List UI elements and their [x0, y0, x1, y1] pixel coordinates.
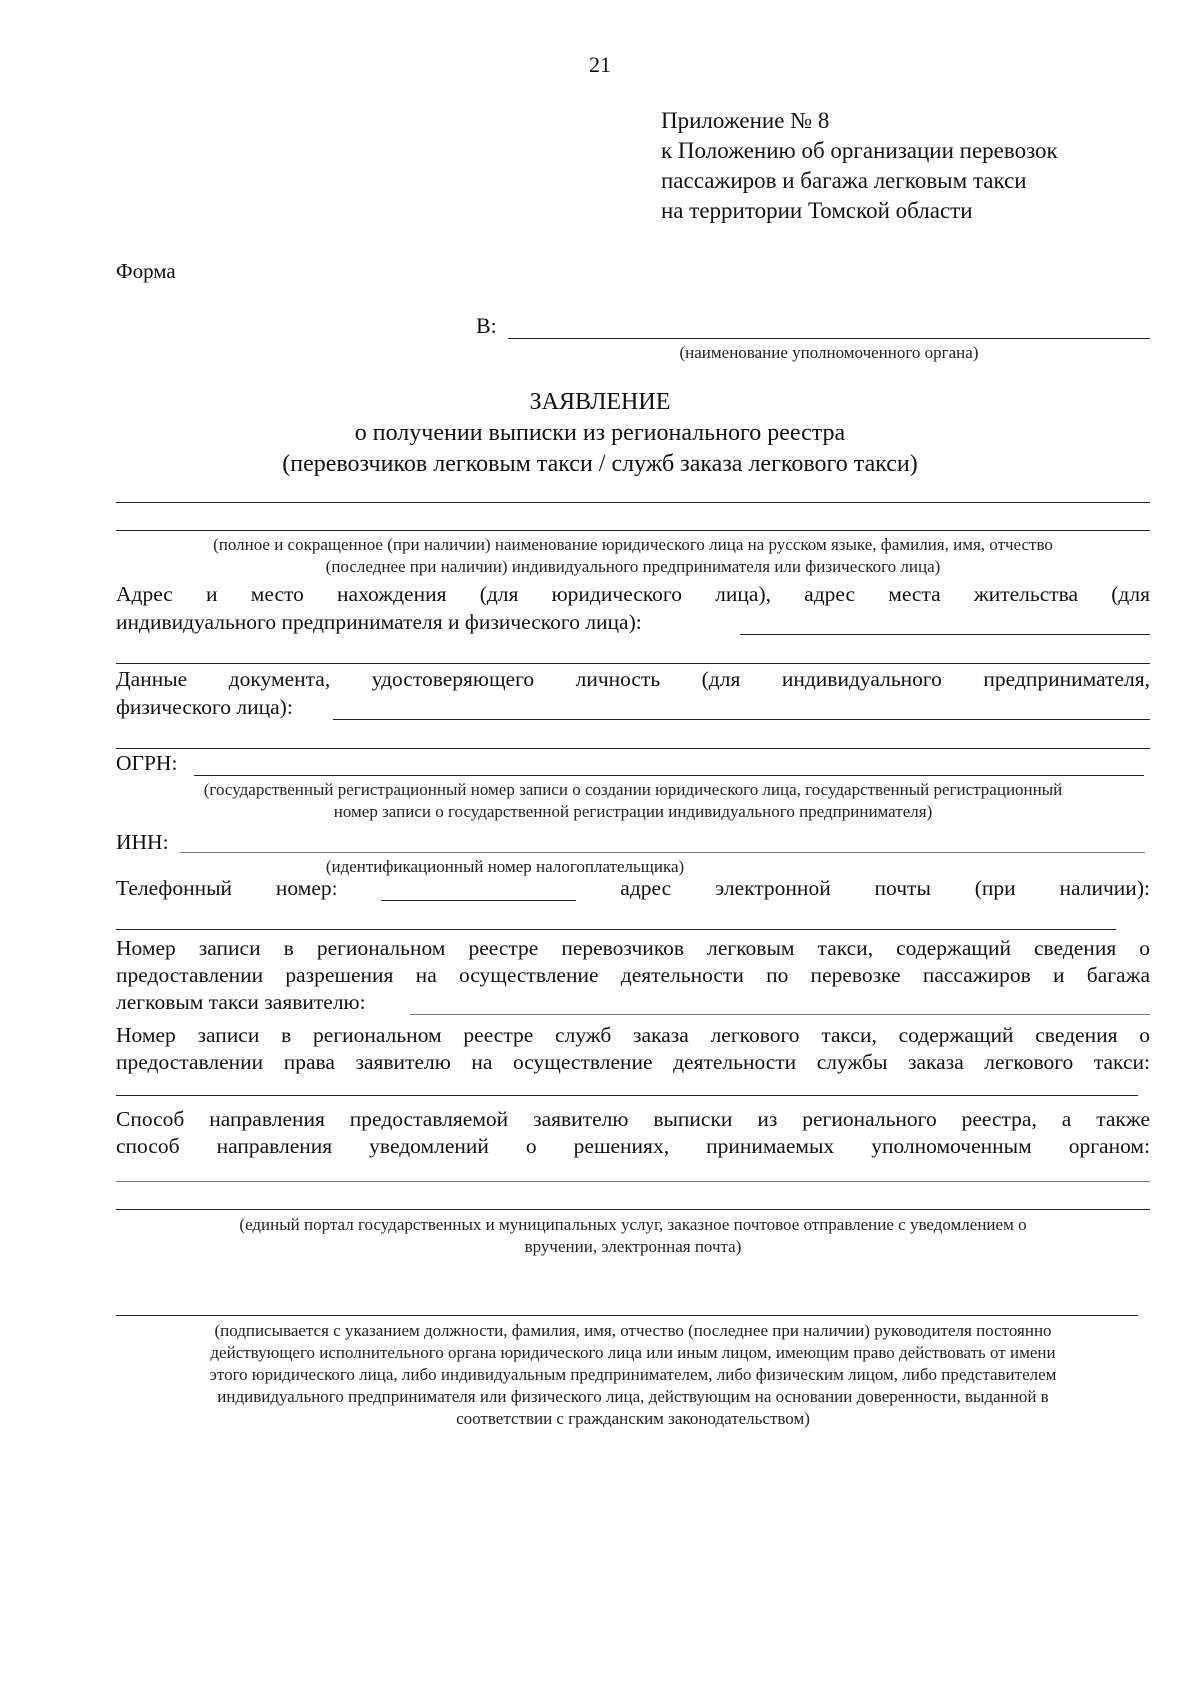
caption-line: (полное и сокращенное (при наличии) наименование юридического лица на русском языке, фамилия, имя, отчество [213, 535, 1053, 554]
identity-doc-field-line[interactable] [333, 719, 1150, 720]
delivery-method-line-2: способ направления уведомлений о решениях, принимаемых уполномоченным органом: [116, 1134, 1150, 1158]
caption-line: этого юридического лица, либо индивидуальным предпринимателем, либо физическим лицом, либо представителем [209, 1365, 1057, 1384]
phone-field-line[interactable] [381, 880, 576, 901]
recipient-field-line[interactable] [508, 338, 1150, 339]
carrier-registry-line-2: предоставлении разрешения на осуществление деятельности по перевозке пассажиров и багажа [116, 963, 1150, 987]
dispatch-registry-field-line[interactable] [116, 1095, 1138, 1096]
caption-line: вручении, электронная почта) [524, 1237, 742, 1256]
caption-line: действующего исполнительного органа юридического лица или иным лицом, имеющим право действовать от имени [210, 1343, 1056, 1362]
delivery-method-field-line[interactable] [116, 1181, 1150, 1182]
identity-doc-field-line-2[interactable] [116, 748, 1150, 749]
identity-doc-label-line-1: Данные документа, удостоверяющего личность (для индивидуального предпринимателя, [116, 667, 1150, 691]
signature-caption [116, 1320, 1150, 1430]
signature-field-line[interactable] [116, 1315, 1138, 1316]
delivery-method-caption [116, 1214, 1150, 1258]
carrier-registry-line-1: Номер записи в региональном реестре перевозчиков легковым такси, содержащий сведения о [116, 936, 1150, 960]
form-label: Форма [116, 259, 176, 283]
address-label-line-2: индивидуального предпринимателя и физического лица): [116, 610, 642, 634]
appendix-header [661, 106, 1058, 226]
caption-line: (государственный регистрационный номер записи о создании юридического лица, государственный регистрационный [203, 780, 1063, 799]
appendix-line: на территории Томской области [661, 198, 973, 223]
carrier-registry-field-line[interactable] [410, 1014, 1150, 1015]
phone-label-word: Телефонный [116, 876, 233, 900]
email-label-word: адрес [620, 876, 672, 900]
ogrn-label: ОГРН: [116, 751, 178, 775]
applicant-name-line-1[interactable] [116, 502, 1150, 503]
phone-label-word: номер: [275, 876, 338, 900]
ogrn-field-line[interactable] [194, 775, 1144, 776]
document-title: ЗАЯВЛЕНИЕ [529, 389, 671, 415]
delivery-method-field-line-2[interactable] [116, 1209, 1150, 1210]
appendix-line: Приложение № 8 [661, 108, 830, 133]
appendix-line: пассажиров и багажа легковым такси [661, 168, 1027, 193]
caption-line: индивидуального предпринимателя или физического лица, действующим на основании доверенности, выданной в [217, 1387, 1049, 1406]
email-label-word: электронной [715, 876, 831, 900]
appendix-line: к Положению об организации перевозок [661, 138, 1058, 163]
dispatch-registry-line-2: предоставлении права заявителю на осуществление деятельности службы заказа легкового такси: [116, 1050, 1150, 1074]
email-field-line[interactable] [116, 929, 1116, 930]
contacts-row [116, 876, 1150, 901]
caption-line: (подписывается с указанием должности, фамилия, имя, отчество (последнее при наличии) руководителя постоянно [214, 1321, 1052, 1340]
ogrn-caption [116, 779, 1150, 823]
caption-line: (последнее при наличии) индивидуального предпринимателя или физического лица) [325, 557, 941, 576]
caption-line: соответствии с гражданским законодательством) [456, 1409, 810, 1428]
dispatch-registry-line-1: Номер записи в региональном реестре служб заказа легкового такси, содержащий сведения о [116, 1023, 1150, 1047]
recipient-caption: (наименование уполномоченного органа) [679, 343, 979, 362]
applicant-name-line-2[interactable] [116, 530, 1150, 531]
address-field-line[interactable] [740, 634, 1150, 635]
address-field-line-2[interactable] [116, 663, 1150, 664]
email-label-word: почты [874, 876, 931, 900]
caption-line: (единый портал государственных и муниципальных услуг, заказное почтовое отправление с уведомлением о [239, 1215, 1027, 1234]
recipient-label: В: [476, 313, 497, 338]
address-label-line-1: Адрес и место нахождения (для юридического лица), адрес места жительства (для [116, 582, 1150, 606]
inn-caption: (идентификационный номер налогоплательщика) [325, 857, 685, 876]
identity-doc-label-line-2: физического лица): [116, 695, 293, 719]
carrier-registry-line-3: легковым такси заявителю: [116, 990, 366, 1014]
email-label-word: (при [974, 876, 1016, 900]
page-number: 21 [589, 52, 611, 77]
delivery-method-line-1: Способ направления предоставляемой заявителю выписки из регионального реестра, а также [116, 1107, 1150, 1131]
inn-label: ИНН: [116, 830, 169, 854]
caption-line: номер записи о государственной регистрации индивидуального предпринимателя) [333, 802, 933, 821]
email-label-word: наличии): [1059, 876, 1150, 900]
applicant-name-caption [116, 534, 1150, 578]
document-subtitle: о получении выписки из регионального реестра [354, 420, 846, 446]
inn-field-line[interactable] [180, 852, 1145, 853]
document-subtitle-2: (перевозчиков легковым такси / служб заказа легкового такси) [282, 451, 918, 477]
